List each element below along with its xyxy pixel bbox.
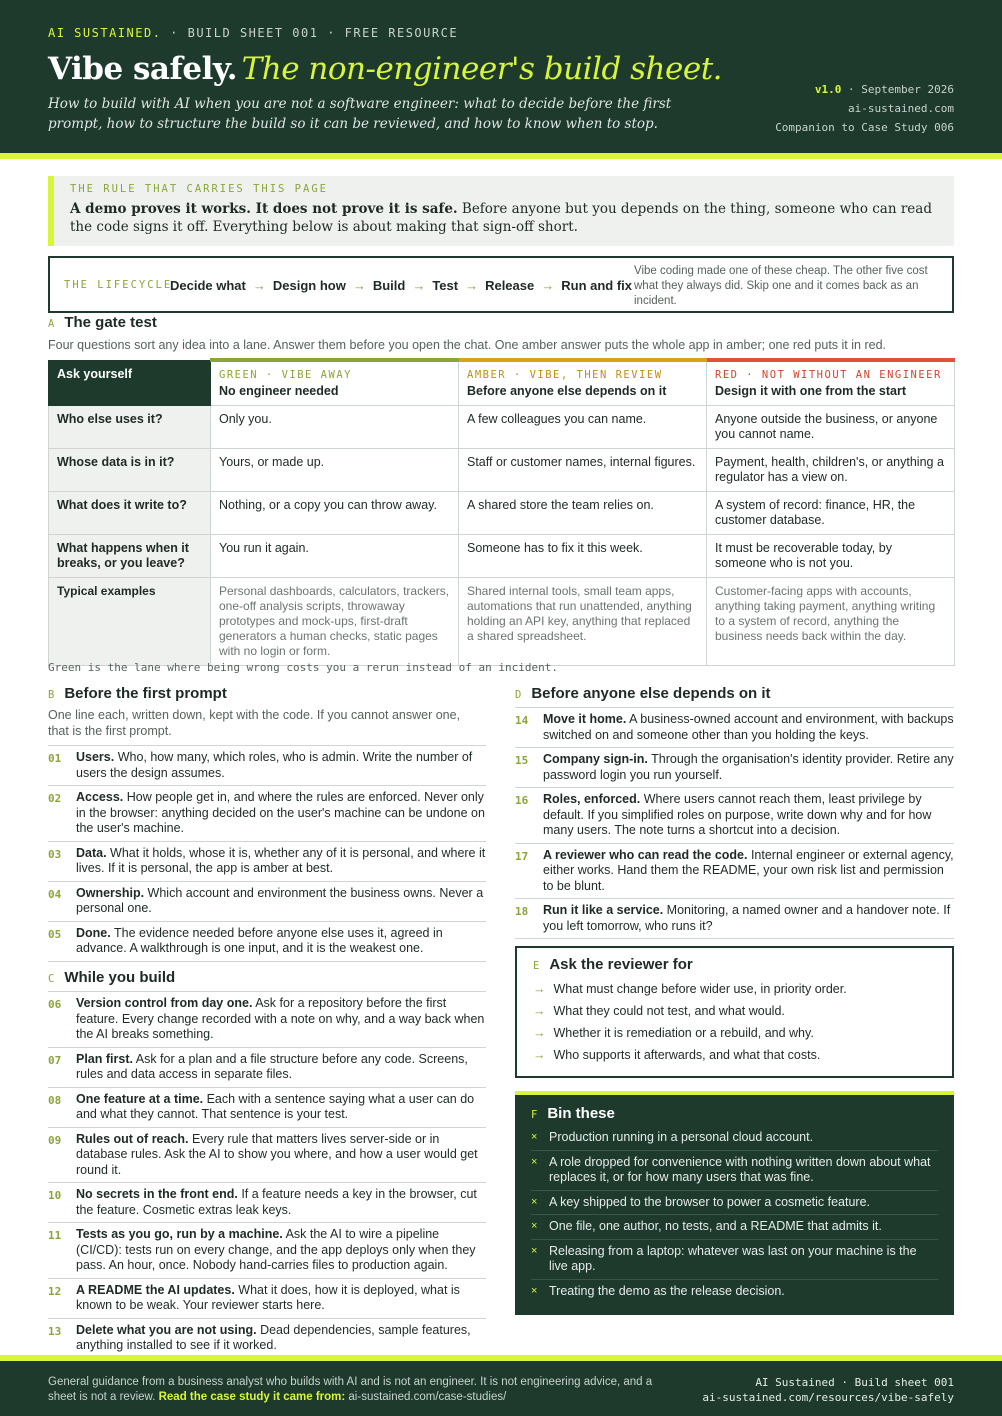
item-number: 02	[48, 792, 62, 805]
list-item	[515, 748, 954, 788]
item-number: 04	[48, 887, 62, 901]
footer-sheet-name: AI Sustained · Build sheet 001	[755, 1376, 954, 1389]
case-study-link[interactable]: ai-sustained.com/case-studies/	[345, 1391, 507, 1403]
lifecycle-note: Vibe coding made one of these cheap. The other five cost what they always did. Skip one and it comes back as an incident.	[634, 265, 928, 307]
lifecycle-steps	[170, 278, 632, 293]
section-title: Ask the reviewer for	[549, 956, 693, 973]
item-text: If a feature needs a key in the browser, cut the feature. Cosmetic extras leak keys.	[76, 1187, 477, 1217]
green-kicker: GREEN · VIBE AWAY	[219, 369, 352, 381]
list-item	[515, 844, 954, 900]
red-cell: Anyone outside the business, or anyone you cannot name.	[707, 406, 955, 449]
section-c-list	[48, 992, 486, 1359]
list-item	[531, 1240, 938, 1280]
item-text: Where users cannot reach them, least privilege by default. If you simplified roles on purpose, write down why and for how many users. The note turns a shortcut into a decision.	[543, 792, 932, 837]
table-row	[49, 492, 955, 535]
section-b-list	[48, 746, 486, 962]
list-item	[48, 1128, 486, 1184]
list-item	[533, 1044, 936, 1066]
header-kicker	[48, 26, 458, 40]
red-examples: Customer-facing apps with accounts, anything taking payment, anything writing to a system of record, anything the business needs back within the day.	[707, 578, 955, 666]
lifecycle-step: Build	[372, 278, 406, 293]
rule-rest: Before anyone but you depends on the thing, someone who can read the code signs it off. Everything below is about making that sign-off short.	[70, 201, 932, 235]
table-row	[49, 406, 955, 449]
item-number: 16	[515, 794, 529, 807]
item-text: Ask for a plan and a file structure before any code. Screens, rules and data access in separate files.	[76, 1051, 468, 1081]
item-text: What it holds, whose it is, whether any of it is personal, and where it lives. If it is personal, the app is amber at best.	[76, 845, 486, 875]
amber-column-header	[459, 360, 707, 406]
brand-name: AI SUSTAINED.	[48, 26, 162, 40]
footer-url[interactable]: ai-sustained.com/resources/vibe-safely	[702, 1391, 954, 1404]
section-letter: F	[531, 1109, 538, 1121]
list-item	[48, 922, 486, 962]
item-number: 11	[48, 1229, 62, 1242]
list-item	[531, 1126, 938, 1151]
arrow-right-icon: →	[533, 1004, 546, 1018]
item-text: Who supports it afterwards, and what that costs.	[553, 1048, 821, 1062]
bin-list	[531, 1126, 938, 1303]
lifecycle-step: Decide what	[170, 278, 246, 293]
amber-cell: A few colleagues you can name.	[459, 406, 707, 449]
red-cell: A system of record: finance, HR, the customer database.	[707, 492, 955, 535]
item-text: Internal engineer or external agency, either works. Hand them the README, your own risk list and permission to be blunt.	[543, 847, 954, 893]
rule-kicker: THE RULE THAT CARRIES THIS PAGE	[70, 183, 328, 195]
green-cell: Yours, or made up.	[211, 449, 459, 492]
list-item	[48, 1088, 486, 1128]
amber-examples: Shared internal tools, small team apps, automations that run unattended, anything holding an API key, anything that replaced a shared spreadsheet.	[459, 578, 707, 666]
item-text: Monitoring, a named owner and a handover note. If you left tomorrow, who runs it?	[543, 903, 951, 933]
version-line	[775, 80, 954, 99]
item-bold: Version control from day one.	[76, 996, 253, 1010]
rule-callout	[48, 176, 954, 246]
list-item	[48, 1223, 486, 1279]
section-letter: D	[515, 689, 522, 701]
item-text: A role dropped for convenience with nothing written down about what replaces it, or for how many users that was fine.	[549, 1154, 931, 1184]
version: v1.0	[814, 83, 842, 96]
item-text: How people get in, and where the rules are enforced. Never only in the browser: anything decided on the user's machine can be undone on the user's machine.	[76, 790, 485, 835]
green-cell: You run it again.	[211, 535, 459, 578]
section-e-heading	[533, 956, 936, 973]
section-a-sub: Four questions sort any idea into a lane. Answer them before you open the chat. One amber answer puts the whole app in amber; one red puts it in red.	[48, 338, 886, 352]
list-item	[515, 788, 954, 844]
list-item	[533, 1022, 936, 1044]
list-item	[531, 1280, 938, 1304]
list-item	[48, 746, 486, 786]
section-d-heading	[515, 685, 771, 702]
section-letter: C	[48, 973, 55, 985]
item-text: A business-owned account and environment, with backups switched on and someone other than you holding the keys.	[543, 712, 954, 742]
arrow-right-icon: →	[352, 278, 366, 293]
examples-row	[49, 578, 955, 666]
red-column-header	[707, 360, 955, 406]
amber-cell: A shared store the team relies on.	[459, 492, 707, 535]
item-bold: Access.	[76, 790, 124, 804]
item-number: 13	[48, 1324, 62, 1338]
item-text: Every rule that matters lives server-side or in database rules. Ask the AI to show you where, and how a user would get round it.	[76, 1131, 478, 1177]
item-bold: Company sign-in.	[543, 752, 648, 766]
footer-text: General guidance from a business analyst who builds with AI and is not an engineer. It is not engineering advice, and a sheet is not a review.	[48, 1376, 653, 1403]
title-italic: The non-engineer's build sheet.	[241, 51, 723, 87]
section-b-sub: One line each, written down, kept with the code. If you cannot answer one, that is the first prompt.	[48, 708, 461, 738]
red-cell: It must be recoverable today, by someone who is not you.	[707, 535, 955, 578]
item-text: Through the organisation's identity provider. Retire any password login you run yourself.	[543, 752, 954, 782]
item-text: Dead dependencies, sample features, anything installed to see if it worked.	[76, 1322, 471, 1352]
list-item	[48, 1279, 486, 1319]
item-number: 15	[515, 754, 529, 767]
red-kicker: RED · NOT WITHOUT AN ENGINEER	[715, 369, 942, 381]
red-cell: Payment, health, children's, or anything a regulator has a view on.	[707, 449, 955, 492]
green-cell: Only you.	[211, 406, 459, 449]
section-title: Before anyone else depends on it	[531, 685, 771, 702]
section-letter: E	[533, 960, 540, 972]
gate-table-note: Green is the lane where being wrong costs you a rerun instead of an incident.	[48, 661, 558, 674]
lifecycle-kicker: THE LIFECYCLE	[64, 279, 173, 291]
amber-kicker: AMBER · VIBE, THEN REVIEW	[467, 369, 663, 381]
item-bold: Run it like a service.	[543, 903, 664, 917]
header	[0, 0, 1002, 158]
item-text: Production running in a personal cloud account.	[549, 1130, 814, 1144]
item-text: One file, one author, no tests, and a README that admits it.	[549, 1219, 882, 1233]
list-item	[531, 1215, 938, 1240]
arrow-right-icon: →	[533, 1048, 546, 1062]
reviewer-list	[533, 978, 936, 1066]
cross-icon: ×	[531, 1244, 538, 1257]
item-text: Whether it is remediation or a rebuild, and why.	[553, 1026, 814, 1040]
item-bold: No secrets in the front end.	[76, 1187, 238, 1201]
list-item	[533, 1000, 936, 1022]
item-bold: Roles, enforced.	[543, 792, 641, 806]
item-number: 10	[48, 1189, 62, 1202]
item-bold: Ownership.	[76, 885, 145, 900]
section-f-heading	[531, 1105, 938, 1122]
item-bold: A reviewer who can read the code.	[543, 847, 748, 862]
green-title: No engineer needed	[219, 384, 339, 398]
list-item	[48, 786, 486, 842]
item-text: What it does, how it is deployed, what is known to be weak. Your reviewer starts here.	[76, 1282, 460, 1312]
examples-label: Typical examples	[49, 578, 211, 666]
section-title: The gate test	[64, 314, 157, 331]
title-bold: Vibe safely.	[48, 51, 238, 87]
item-number: 03	[48, 847, 62, 861]
arrow-right-icon: →	[541, 278, 555, 293]
kicker-text: · BUILD SHEET 001 · FREE RESOURCE	[161, 26, 459, 40]
green-column-header	[211, 360, 459, 406]
lifecycle-box	[48, 256, 954, 313]
arrow-right-icon: →	[252, 278, 266, 293]
list-item	[515, 899, 954, 939]
rule-bold: A demo proves it works. It does not prove it is safe.	[70, 201, 458, 217]
item-text: The evidence needed before anyone else uses it, agreed in advance. A walkthrough is one input, and it is the weakest one.	[76, 925, 443, 955]
reviewer-box	[515, 946, 954, 1078]
item-text: What must change before wider use, in priority order.	[553, 982, 847, 996]
green-examples: Personal dashboards, calculators, trackers, one-off analysis scripts, throwaway prototypes and mock-ups, first-draft generators a human checks, static pages with no login or form.	[211, 578, 459, 666]
item-number: 14	[515, 714, 529, 727]
item-number: 05	[48, 927, 62, 941]
amber-title: Before anyone else depends on it	[467, 384, 667, 398]
lifecycle-step: Test	[432, 278, 459, 293]
item-bold: Delete what you are not using.	[76, 1322, 257, 1337]
footer-disclaimer	[48, 1375, 668, 1405]
item-number: 17	[515, 849, 529, 863]
section-letter: B	[48, 689, 55, 701]
page-subtitle: How to build with AI when you are not a software engineer: what to decide before the first prompt, how to structure the build so it can be reviewed, and how to know when to stop.	[48, 96, 672, 132]
item-number: 01	[48, 752, 62, 765]
item-bold: Rules out of reach.	[76, 1131, 189, 1146]
date: · September 2026	[841, 83, 954, 96]
item-bold: A README the AI updates.	[76, 1282, 235, 1297]
item-bold: Done.	[76, 925, 111, 940]
list-item	[48, 842, 486, 882]
arrow-right-icon: →	[412, 278, 426, 293]
companion-note: Companion to Case Study 006	[775, 121, 954, 134]
amber-cell: Someone has to fix it this week.	[459, 535, 707, 578]
amber-cell: Staff or customer names, internal figures.	[459, 449, 707, 492]
item-text: Who, how many, which roles, who is admin. Write the number of users the design assumes.	[76, 750, 473, 780]
ask-yourself-header: Ask yourself	[49, 360, 211, 406]
item-bold: One feature at a time.	[76, 1091, 204, 1106]
arrow-right-icon: →	[533, 1026, 546, 1040]
cross-icon: ×	[531, 1284, 538, 1297]
red-title: Design it with one from the start	[715, 384, 906, 398]
item-text: Each with a sentence saying what a user can do and what they cannot. That sentence is your test.	[76, 1091, 475, 1121]
item-text: Treating the demo as the release decision.	[549, 1283, 785, 1298]
site: ai-sustained.com	[848, 102, 954, 115]
section-letter: A	[48, 318, 55, 330]
cross-icon: ×	[531, 1195, 538, 1208]
section-a-heading	[48, 314, 157, 331]
section-title: While you build	[64, 969, 176, 986]
green-cell: Nothing, or a copy you can throw away.	[211, 492, 459, 535]
footer	[0, 1361, 1002, 1416]
item-bold: Users.	[76, 750, 115, 764]
lifecycle-step: Design how	[272, 278, 346, 293]
table-row	[49, 535, 955, 578]
item-text: What they could not test, and what would.	[553, 1004, 785, 1018]
cross-icon: ×	[531, 1220, 538, 1232]
item-number: 06	[48, 998, 62, 1011]
item-number: 12	[48, 1284, 62, 1298]
question-cell: What does it write to?	[49, 492, 211, 535]
question-cell: What happens when it breaks, or you leave?	[49, 535, 211, 578]
lifecycle-step: Run and fix	[561, 278, 633, 293]
list-item	[515, 708, 954, 748]
item-bold: Move it home.	[543, 712, 627, 726]
section-title: Bin these	[547, 1105, 615, 1122]
list-item	[531, 1151, 938, 1191]
section-title: Before the first prompt	[64, 685, 227, 702]
header-accent-bar	[0, 153, 1002, 159]
item-number: 18	[515, 905, 529, 918]
bin-box	[515, 1091, 954, 1315]
item-bold: Plan first.	[76, 1051, 133, 1066]
cross-icon: ×	[531, 1155, 538, 1168]
item-number: 07	[48, 1053, 62, 1067]
page-title	[48, 50, 722, 94]
arrow-right-icon: →	[533, 982, 546, 996]
item-number: 08	[48, 1093, 62, 1107]
case-study-link-label[interactable]: Read the case study it came from:	[158, 1391, 346, 1403]
gate-table-head	[49, 360, 955, 406]
item-number: 09	[48, 1133, 62, 1147]
header-meta	[775, 80, 954, 137]
cross-icon: ×	[531, 1131, 538, 1143]
section-b-heading	[48, 685, 227, 702]
list-item	[533, 978, 936, 1000]
table-row	[49, 449, 955, 492]
arrow-right-icon: →	[465, 278, 479, 293]
question-cell: Whose data is in it?	[49, 449, 211, 492]
list-item	[48, 882, 486, 922]
gate-table	[48, 358, 955, 666]
footer-meta	[702, 1375, 954, 1405]
section-d-list	[515, 708, 954, 939]
item-text: A key shipped to the browser to power a cosmetic feature.	[549, 1194, 871, 1209]
section-c-heading	[48, 969, 175, 986]
lifecycle-step: Release	[485, 278, 535, 293]
rule-text	[70, 200, 938, 236]
question-cell: Who else uses it?	[49, 406, 211, 449]
list-item	[48, 1183, 486, 1223]
list-item	[48, 992, 486, 1048]
list-item	[531, 1191, 938, 1216]
item-text: Ask for a repository before the first feature. Every change recorded with a note on why, and a way back when the AI breaks something.	[76, 996, 485, 1041]
list-item	[48, 1048, 486, 1088]
item-bold: Tests as you go, run by a machine.	[76, 1227, 283, 1241]
item-text: Which account and environment the business owns. Never a personal one.	[76, 885, 484, 915]
item-text: Ask the AI to wire a pipeline (CI/CD): tests run on every change, and the app deploys only when they pass. An hour, once. Nobody hand-carries files to production again.	[76, 1227, 476, 1272]
item-bold: Data.	[76, 845, 107, 860]
list-item	[48, 1319, 486, 1359]
item-text: Releasing from a laptop: whatever was last on your machine is the live app.	[549, 1243, 917, 1273]
